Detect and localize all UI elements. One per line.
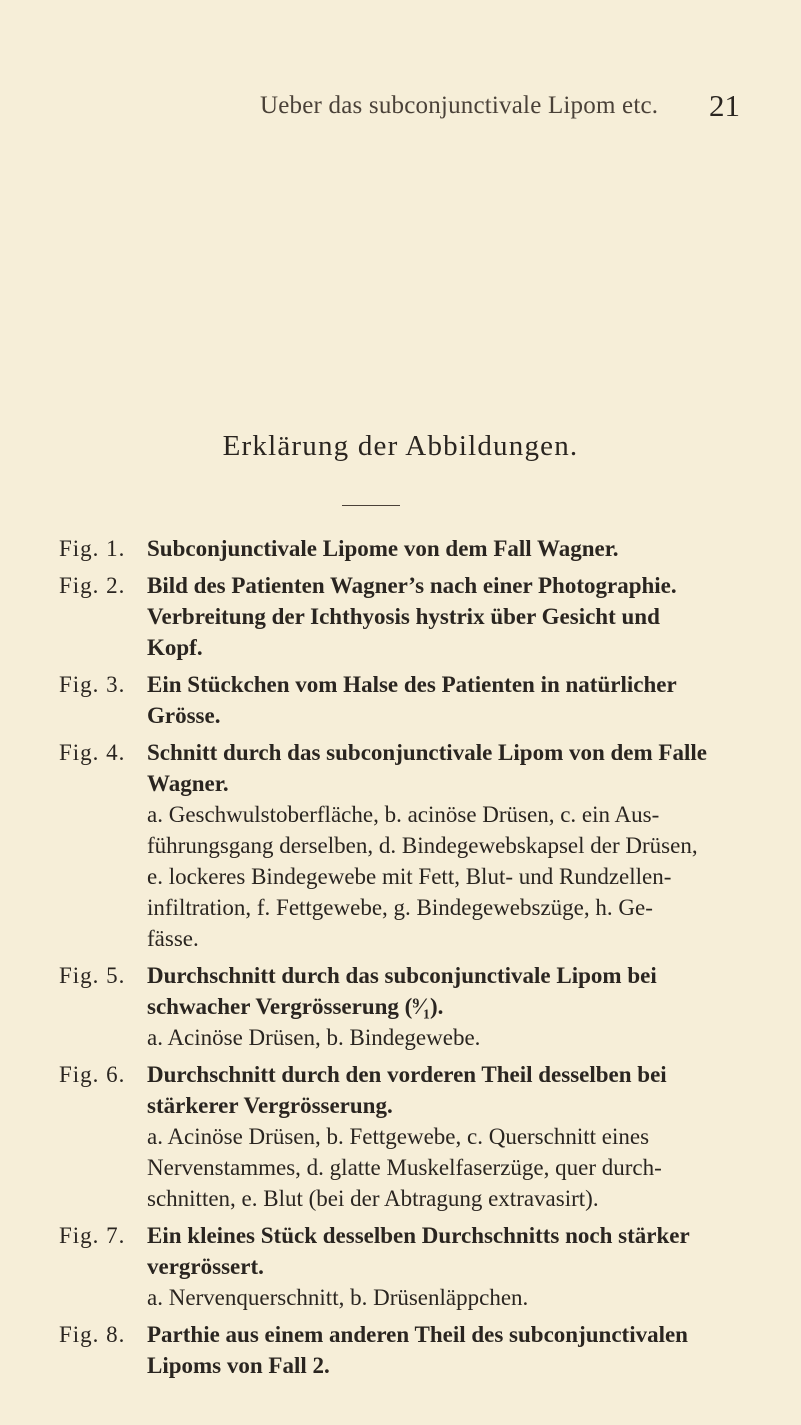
figure-label: Fig. 2. bbox=[59, 573, 126, 598]
figure-label: Fig. 8. bbox=[59, 1322, 126, 1347]
figure-label: Fig. 5. bbox=[59, 963, 126, 988]
figure-entry bbox=[59, 669, 759, 731]
description-line: schnitten, e. Blut (bei der Abtragung extravasirt). bbox=[147, 1186, 599, 1211]
page-number: 21 bbox=[709, 88, 740, 123]
caption-line: Schnitt durch das subconjunctivale Lipom von dem Falle bbox=[147, 740, 707, 765]
figure-caption bbox=[147, 570, 759, 663]
running-title: Ueber das subconjunctivale Lipom etc. bbox=[260, 92, 659, 119]
description-line: Nervenstammes, d. glatte Muskelfaserzüge, quer durch- bbox=[147, 1155, 662, 1180]
figure-entry bbox=[59, 533, 759, 564]
figure-label: Fig. 7. bbox=[59, 1223, 126, 1248]
figure-caption bbox=[147, 1220, 759, 1313]
description-line: a. Acinöse Drüsen, b. Bindegewebe. bbox=[147, 1025, 481, 1050]
caption-line: Verbreitung der Ichthyosis hystrix über Gesicht und bbox=[147, 604, 660, 629]
figure-entry bbox=[59, 570, 759, 663]
caption-line: Wagner. bbox=[147, 771, 229, 796]
figure-label: Fig. 3. bbox=[59, 672, 126, 697]
figure-entry bbox=[59, 1059, 759, 1214]
description-line: a. Nervenquerschnitt, b. Drüsenläppchen. bbox=[147, 1285, 529, 1310]
caption-line: Bild des Patienten Wagner’s nach einer Photographie. bbox=[147, 573, 677, 598]
figure-entry bbox=[59, 960, 759, 1053]
section-heading: Erklärung der Abbildungen. bbox=[222, 430, 579, 462]
caption-line: Subconjunctivale Lipome von dem Fall Wagner. bbox=[147, 536, 619, 561]
description-line: führungsgang derselben, d. Bindegewebskapsel der Drüsen, bbox=[147, 833, 698, 858]
figure-entry bbox=[59, 737, 759, 954]
description-line: fässe. bbox=[147, 926, 199, 951]
figure-caption bbox=[147, 737, 759, 954]
figure-label: Fig. 1. bbox=[59, 536, 126, 561]
figure-caption bbox=[147, 1059, 759, 1214]
description-line: infiltration, f. Fettgewebe, g. Bindegewebszüge, h. Ge- bbox=[147, 895, 653, 920]
figure-label: Fig. 6. bbox=[59, 1062, 126, 1087]
caption-line: Ein kleines Stück desselben Durchschnitts noch stärker bbox=[147, 1223, 690, 1248]
figure-caption bbox=[147, 669, 759, 731]
caption-line: stärkerer Vergrösserung. bbox=[147, 1093, 393, 1118]
caption-line: Kopf. bbox=[147, 635, 203, 660]
figure-entry bbox=[59, 1319, 759, 1381]
caption-line: schwacher Vergrösserung (⁹⁄₁). bbox=[147, 994, 444, 1019]
description-line: a. Geschwulstoberfläche, b. acinöse Drüsen, c. ein Aus- bbox=[147, 802, 660, 827]
caption-line: Lipoms von Fall 2. bbox=[147, 1353, 330, 1378]
figure-caption bbox=[147, 960, 759, 1053]
caption-line: Ein Stückchen vom Halse des Patienten in natürlicher bbox=[147, 672, 677, 697]
caption-line: Parthie aus einem anderen Theil des subconjunctivalen bbox=[147, 1322, 688, 1347]
figure-list bbox=[59, 533, 759, 1387]
caption-line: Durchschnitt durch das subconjunctivale Lipom bei bbox=[147, 963, 657, 988]
caption-line: Grösse. bbox=[147, 703, 221, 728]
running-head bbox=[260, 88, 740, 126]
figure-caption bbox=[147, 1319, 759, 1381]
figure-entry bbox=[59, 1220, 759, 1313]
figure-caption bbox=[147, 533, 759, 564]
heading-rule bbox=[342, 505, 400, 506]
figure-label: Fig. 4. bbox=[59, 740, 126, 765]
description-line: e. lockeres Bindegewebe mit Fett, Blut- und Rundzellen- bbox=[147, 864, 672, 889]
caption-line: Durchschnitt durch den vorderen Theil desselben bei bbox=[147, 1062, 667, 1087]
description-line: a. Acinöse Drüsen, b. Fettgewebe, c. Querschnitt eines bbox=[147, 1124, 650, 1149]
caption-line: vergrössert. bbox=[147, 1254, 264, 1279]
